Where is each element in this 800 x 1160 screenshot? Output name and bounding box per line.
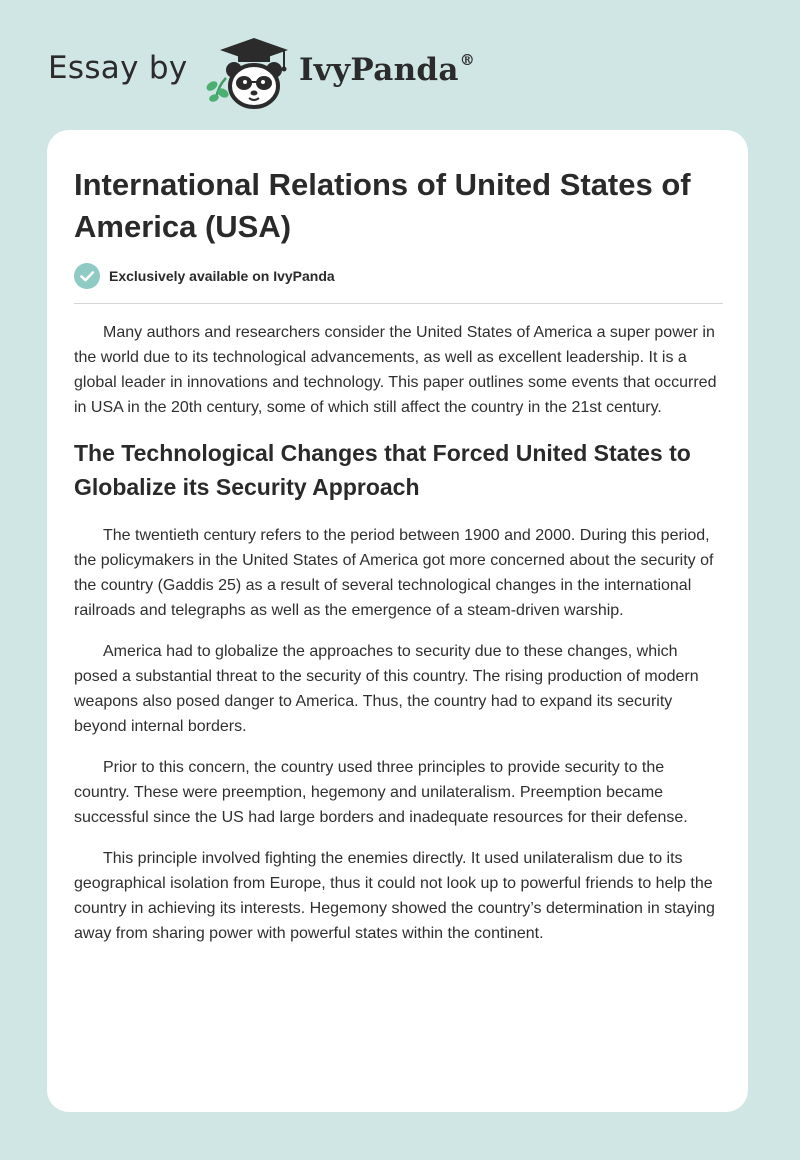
exclusive-badge-text: Exclusively available on IvyPanda (109, 268, 335, 284)
registered-mark: ® (459, 50, 476, 69)
body-paragraph: America had to globalize the approaches to security due to these changes, which posed a substantial threat to the security of this country. The rising production of modern weapons also posed danger to America. Thus, the country had to expand its security beyond internal borders. (74, 643, 699, 735)
section-heading: The Technological Changes that Forced United States to Globalize its Security Approach (74, 440, 691, 500)
brand-name[interactable] (299, 52, 475, 88)
body-paragraph: Prior to this concern, the country used three principles to provide security to the country. These were preemption, hegemony and unilateralism. Preemption became successful since the US had large borders and inadequate resources for their defense. (74, 759, 688, 826)
exclusive-badge (74, 263, 335, 289)
page-title: International Relations of United States of America (USA) (74, 167, 691, 244)
essay-by-label: Essay by (48, 50, 188, 86)
article-body (74, 320, 724, 962)
body-paragraph: This principle involved fighting the enemies directly. It used unilateralism due to its geographical isolation from Europe, thus it could not look up to powerful friends to help the country in achieving its interests. Hegemony showed the country’s determination in staying away from sharing power with powerful states within the continent. (74, 850, 715, 942)
body-paragraph: The twentieth century refers to the period between 1900 and 2000. During this period, the policymakers in the United States of America got more concerned about the security of the country (Gaddis 25) as a result of several technological changes in the international railroads and telegraphs as well as the emergence of a steam-driven warship. (74, 527, 714, 619)
site-header (48, 30, 528, 110)
panda-graduation-cap-icon[interactable] (204, 36, 294, 110)
essay-card (47, 130, 748, 1112)
check-icon (74, 263, 100, 289)
intro-paragraph: Many authors and researchers consider the United States of America a super power in the world due to its technological advancements, as well as excellent leadership. It is a global leader in innovations and technology. This paper outlines some events that occurred in USA in the 20th century, some of which still affect the country in the 21st century. (74, 324, 717, 416)
brand-text: IvyPanda (299, 52, 459, 88)
divider (74, 303, 723, 304)
